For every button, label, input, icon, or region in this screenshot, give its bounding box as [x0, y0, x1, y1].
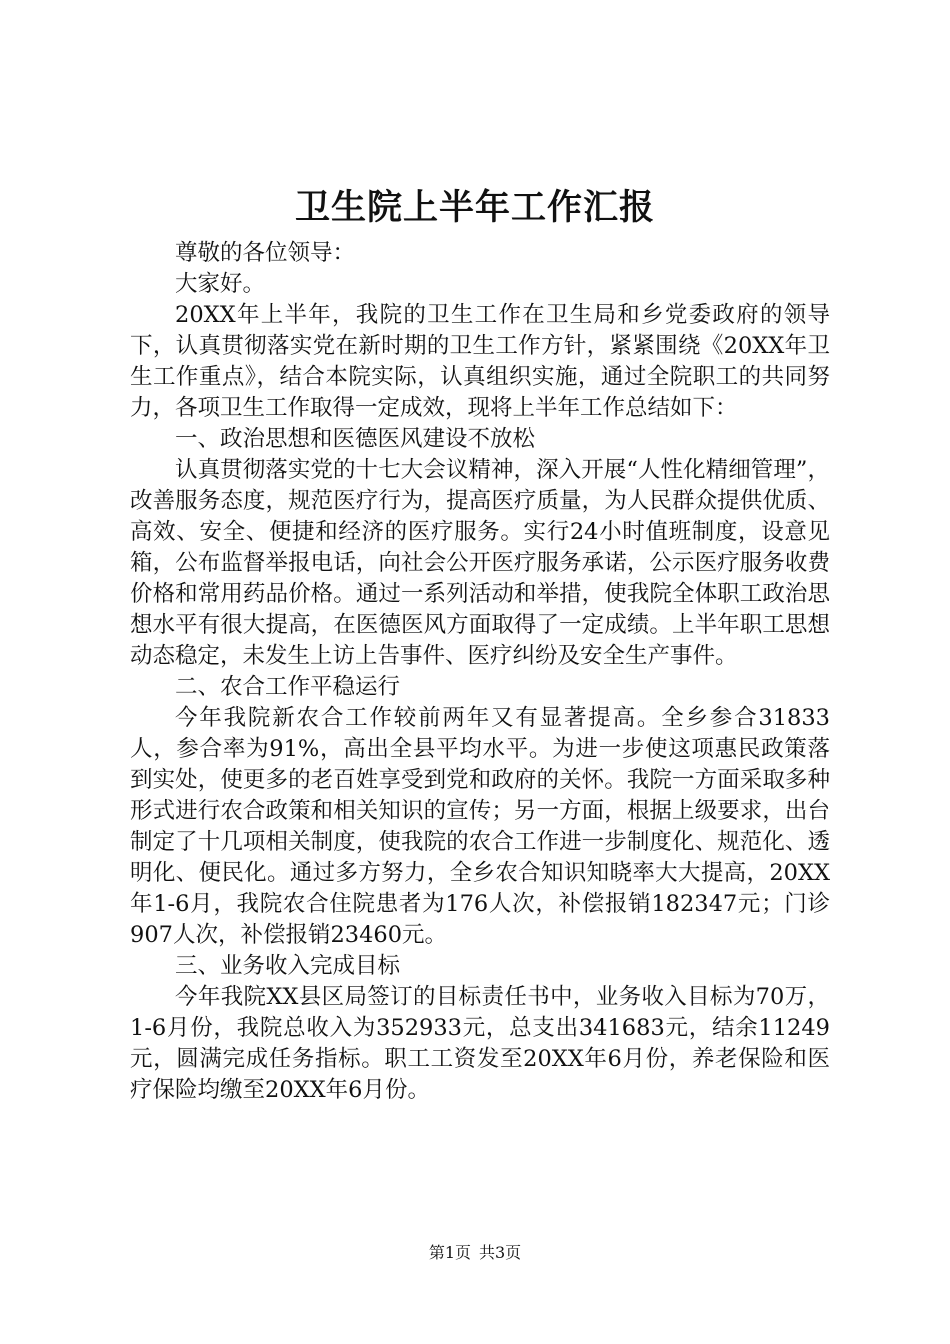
section-paragraph-1: 认真贯彻落实党的十七大会议精神，深入开展“人性化精细管理”，改善服务态度，规范医疗行为，提高医疗质量，为人民群众提供优质、高效、安全、便捷和经济的医疗服务。实行24小时值班制度，设意见箱，公布监督举报电话，向社会公开医疗服务承诺，公示医疗服务收费价格和常用药品价格。通过一系列活动和举措，使我院全体职工政治思想水平有很大提高，在医德医风方面取得了一定成绩。上半年职工思想动态稳定，未发生上访上告事件、医疗纠纷及安全生产事件。	[130, 457, 830, 669]
salutation: 尊敬的各位领导：	[175, 240, 356, 266]
page-total: 共3页	[479, 1243, 522, 1262]
section-heading-1: 一、政治思想和医德医风建设不放松	[175, 426, 536, 452]
section-paragraph-3: 今年我院XX县区局签订的目标责任书中，业务收入目标为70万，1-6月份，我院总收入为352933元，总支出341683元，结余11249元，圆满完成任务指标。职工工资发至20XX年6月份，养老保险和医疗保险均缴至20XX年6月份。	[130, 984, 830, 1103]
section-paragraph-2: 今年我院新农合工作较前两年又有显著提高。全乡参合31833人，参合率为91%，高出全县平均水平。为进一步使这项惠民政策落到实处，使更多的老百姓享受到党和政府的关怀。我院一方面采取多种形式进行农合政策和相关知识的宣传；另一方面，根据上级要求，出台制定了十几项相关制度，使我院的农合工作进一步制度化、规范化、透明化、便民化。通过多方努力，全乡农合知识知晓率大大提高，20XX年1-6月，我院农合住院患者为176人次，补偿报销182347元；门诊907人次，补偿报销23460元。	[130, 705, 830, 948]
page-number: 第1页	[428, 1243, 471, 1262]
page-footer	[0, 1241, 950, 1265]
document-body	[130, 238, 830, 1106]
document-title: 卫生院上半年工作汇报	[294, 187, 655, 228]
section-heading-2: 二、农合工作平稳运行	[175, 674, 401, 700]
greeting: 大家好。	[175, 271, 266, 297]
section-heading-3: 三、业务收入完成目标	[175, 953, 401, 979]
intro-paragraph: 20XX年上半年，我院的卫生工作在卫生局和乡党委政府的领导下，认真贯彻落实党在新时期的卫生工作方针，紧紧围绕《20XX年卫生工作重点》，结合本院实际，认真组织实施，通过全院职工的共同努力，各项卫生工作取得一定成效，现将上半年工作总结如下：	[130, 302, 830, 421]
